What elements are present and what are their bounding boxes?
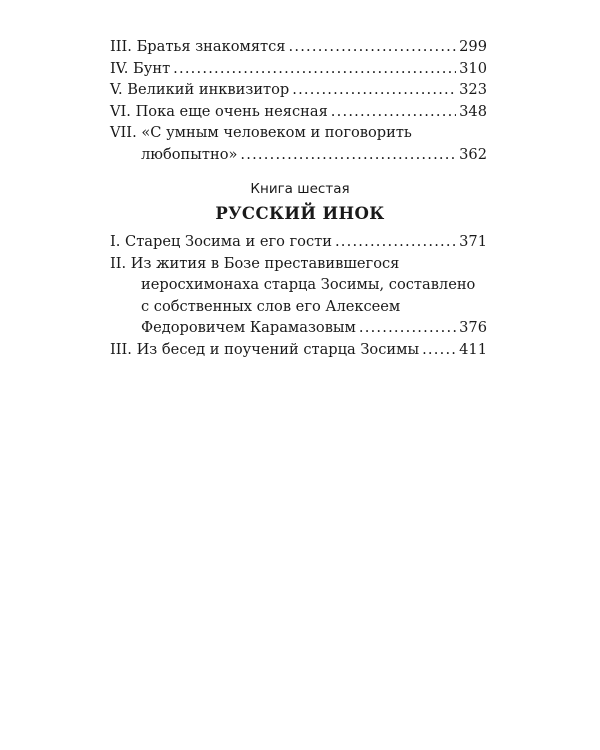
toc-entry — [110, 58, 487, 80]
toc-entry-title: V. Великий инквизитор — [110, 81, 290, 99]
toc-page-number: 348 — [459, 102, 487, 120]
toc-entry-title-continued: с собственных слов его Алексеем — [141, 297, 401, 315]
toc-page-number: 310 — [459, 59, 487, 77]
toc-entry-line — [110, 317, 487, 339]
dot-leader — [289, 36, 457, 58]
toc-page-number: 323 — [459, 81, 487, 99]
toc-page-number: 371 — [459, 233, 487, 250]
toc-page-number: 299 — [459, 38, 487, 55]
toc-entry-line — [110, 101, 487, 123]
toc-entry — [110, 253, 487, 339]
book-title: РУССКИЙ ИНОК — [215, 204, 385, 223]
toc-page-number: 362 — [459, 145, 487, 163]
toc-entry-title-continued: Федоровичем Карамазовым — [141, 319, 356, 337]
toc-entry-line — [110, 274, 487, 296]
toc-entry-title: III. Из бесед и поучений старца Зосимы — [110, 340, 420, 358]
book-number-label: Книга шестая — [250, 181, 350, 197]
toc-entry — [110, 339, 487, 361]
toc-entry-line — [110, 144, 487, 166]
toc-page-number: 376 — [459, 319, 487, 337]
toc-entry-line — [110, 231, 487, 253]
toc-entry-title: II. Из жития в Бозе преставившегося — [110, 254, 400, 272]
toc-entry-line — [110, 339, 487, 361]
toc-entry — [110, 36, 487, 58]
toc-entry-title: III. Братья знакомятся — [110, 38, 286, 55]
toc-entry-line — [110, 58, 487, 80]
dot-leader — [240, 144, 456, 166]
toc-entry — [110, 122, 487, 165]
toc-entry — [110, 231, 487, 253]
toc-entry-line — [110, 253, 487, 275]
dot-leader — [359, 317, 456, 339]
toc-entry-title-continued: любопытно» — [141, 145, 238, 163]
toc-entry-title: I. Старец Зосима и его гости — [110, 233, 332, 250]
dot-leader — [422, 339, 456, 361]
dot-leader — [292, 79, 456, 101]
toc-entry-title-continued: иеросхимонаха старца Зосимы, составлено — [141, 276, 476, 294]
toc-section-book-five — [110, 36, 487, 166]
toc-entry — [110, 101, 487, 123]
toc-section-book-six — [110, 231, 487, 361]
toc-entry — [110, 79, 487, 101]
dot-leader — [173, 58, 456, 80]
toc-entry-line — [110, 79, 487, 101]
dot-leader — [335, 231, 456, 253]
toc-entry-line — [110, 122, 487, 144]
toc-entry-title: IV. Бунт — [110, 59, 171, 77]
toc-entry-line — [110, 36, 487, 58]
toc-entry-title: VII. «С умным человеком и поговорить — [110, 124, 412, 142]
dot-leader — [331, 101, 456, 123]
toc-entry-title: VI. Пока еще очень неясная — [110, 102, 328, 120]
toc-page-number: 411 — [459, 340, 487, 358]
toc-entry-line — [110, 296, 487, 318]
